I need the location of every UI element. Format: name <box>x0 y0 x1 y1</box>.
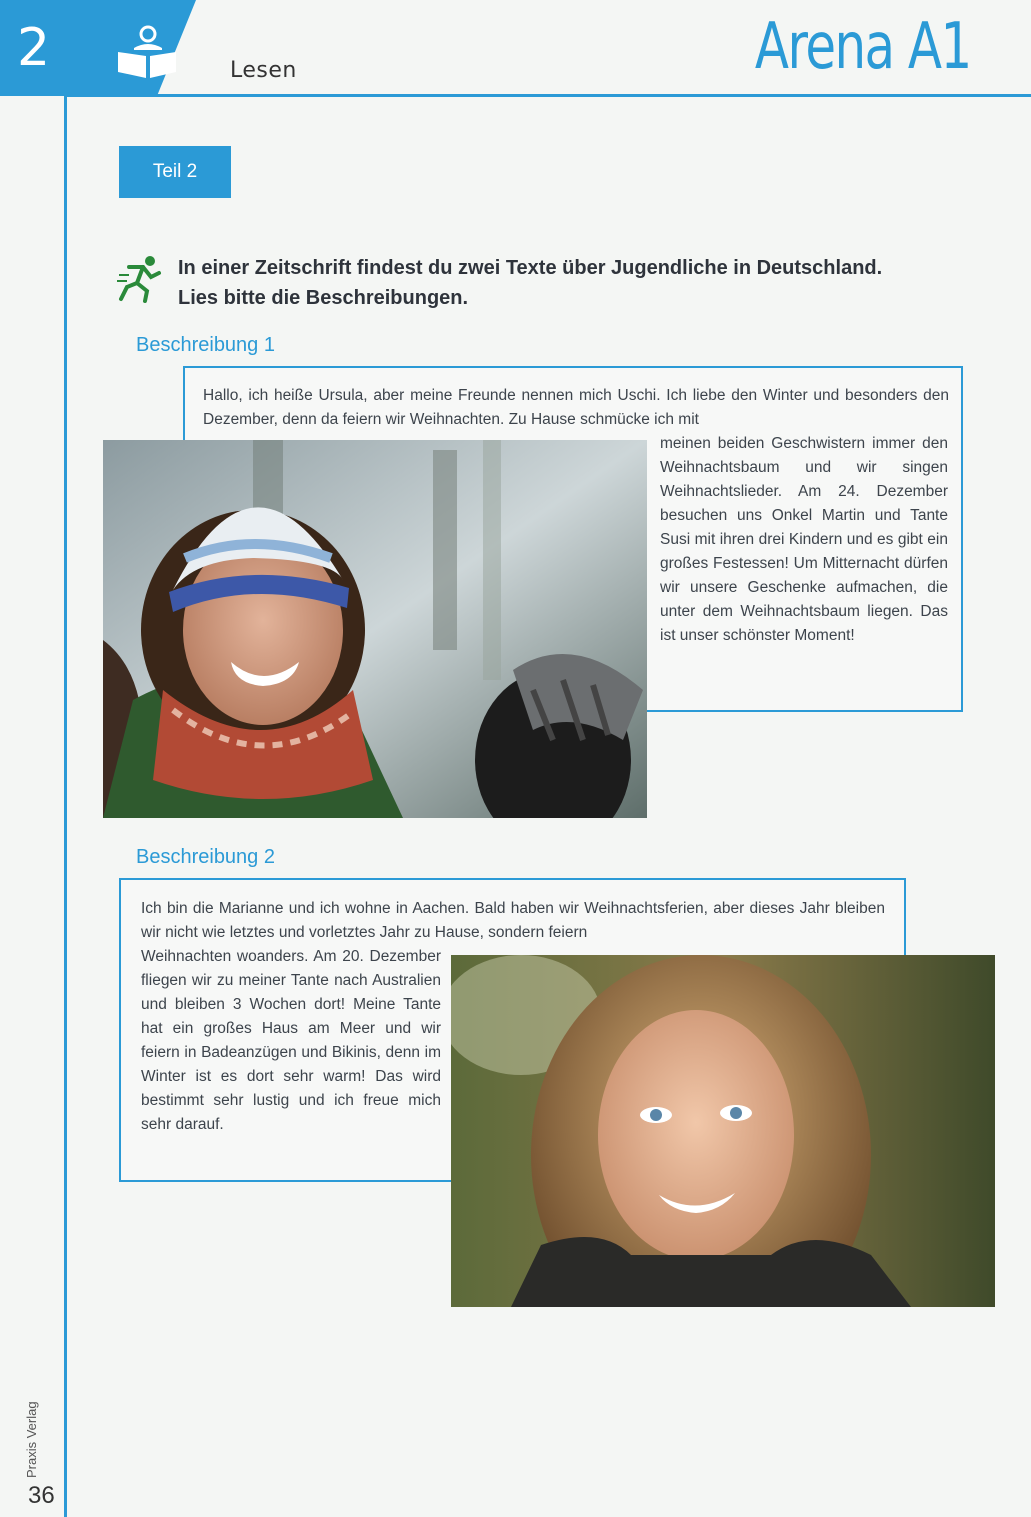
teil-badge: Teil 2 <box>119 146 231 198</box>
instruction-line-2: Lies bitte die Beschreibungen. <box>178 287 469 309</box>
description-1-text-top: Hallo, ich heiße Ursula, aber meine Freunde nennen mich Uschi. Ich liebe den Winter und besonders den Dezember, denn da feiern wir Weihnachten. Zu Hause schmücke ich mit <box>203 387 949 428</box>
photo-girl-winter <box>103 440 647 818</box>
reading-book-icon <box>112 22 182 82</box>
header-rule <box>66 94 1031 97</box>
publisher-label: Praxis Verlag <box>24 1401 39 1478</box>
page-number: 36 <box>28 1482 55 1509</box>
description-2-heading: Beschreibung 2 <box>136 846 275 868</box>
description-2-text-side: Weihnachten woanders. Am 20. Dezember fliegen wir zu meiner Tante nach Australien und bleiben 3 Wochen dort! Meine Tante hat ein großes Haus am Meer und wir feiern in Badeanzügen und Bikinis, denn im Winter ist es dort sehr warm! Das wird bestimmt sehr lustig und ich freue mich sehr darauf. <box>141 948 441 1133</box>
description-2-text-top: Ich bin die Marianne und ich wohne in Aachen. Bald haben wir Weihnachtsferien, aber dieses Jahr bleiben wir nicht wie letztes und vorletztes Jahr zu Hause, sondern feiern <box>141 900 885 941</box>
instruction-line-1: In einer Zeitschrift findest du zwei Texte über Jugendliche in Deutschland. <box>178 257 883 279</box>
description-1-text-side: meinen beiden Geschwistern immer den Weihnachtsbaum und wir singen Weihnachtslieder. Am 24. Dezember besuchen uns Onkel Martin und Tante Susi mit ihren drei Kindern und es gibt ein großes Festessen! Um Mitternacht dürfen wir unsere Geschenke aufmachen, die unter dem Weihnachtsbaum liegen. Das ist unser schönster Moment! <box>660 435 948 644</box>
task-instruction <box>178 253 882 313</box>
series-title: Arena A1 <box>755 10 971 84</box>
margin-rule <box>64 96 67 1517</box>
runner-icon <box>117 253 163 303</box>
description-1-heading: Beschreibung 1 <box>136 334 275 356</box>
section-label: Lesen <box>230 58 297 83</box>
photo-girl-portrait <box>451 955 995 1307</box>
chapter-number: 2 <box>0 0 66 96</box>
